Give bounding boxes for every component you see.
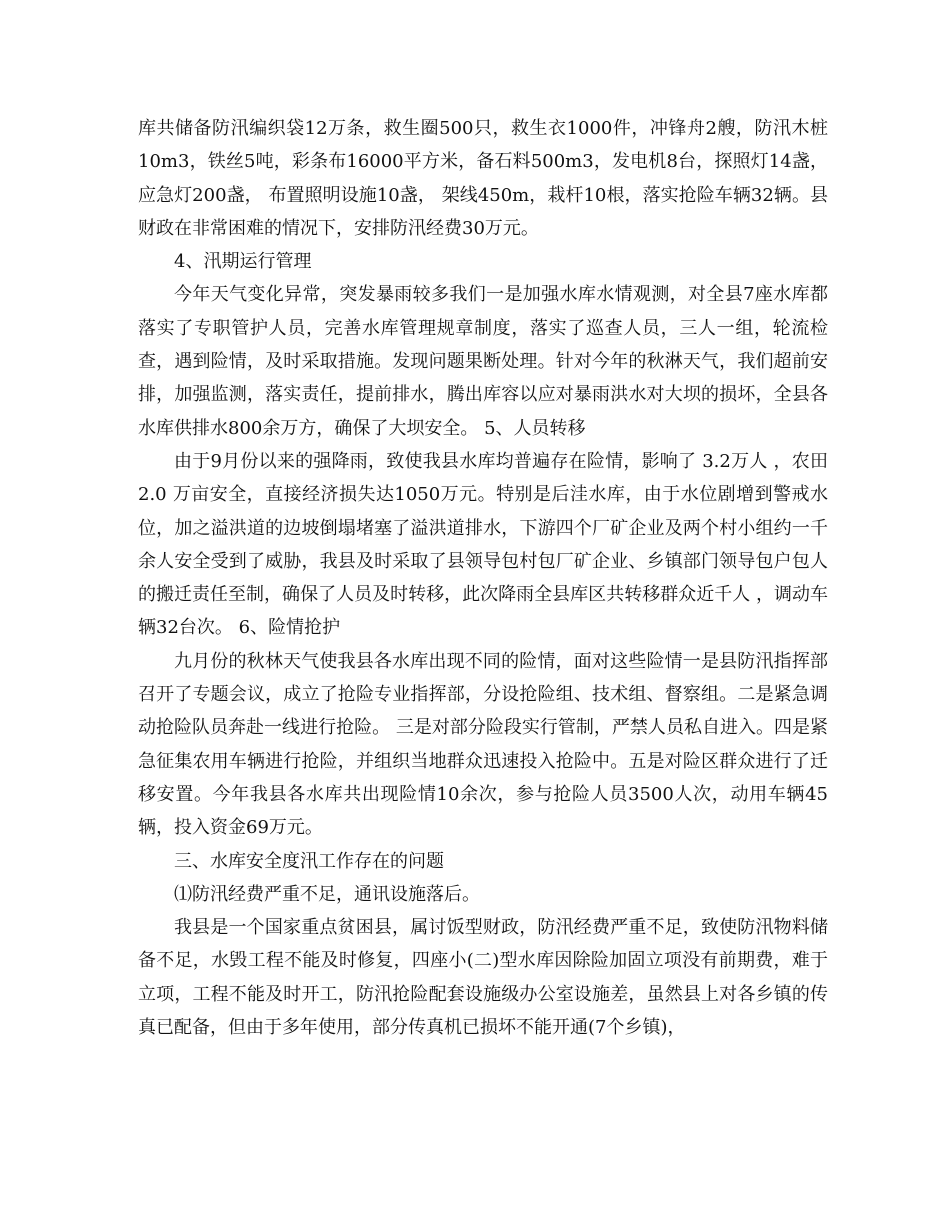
section-heading-flood-operation: 4、汛期运行管理 [174,251,312,273]
paragraph-emergency-rescue: 九月份的秋林天气使我县各水库出现不同的险情，面对这些险情一是县防汛指挥部召开了专题会议，成立了抢险专业指挥部，分设抢险组、技术组、督察组。二是紧急调动抢险队员奔赴一线进行抢险。 三是对部分险段实行管制，严禁人员私自进入。四是紧急征集农用车辆进行抢险，并组织当地群众迅速投入抢险中。五是对险区群众进行了迁移安置。今年我县各水库共出现险情10余次，参与抢险人员3500人次，动用车辆45辆，投入资金69万元。 [138,650,828,839]
paragraph-personnel-transfer: 由于9月份以来的强降雨，致使我县水库均普遍存在险情，影响了 3.2万人 ，农田2.0 万亩安全，直接经济损失达1050万元。特别是后洼水库，由于水位剧增到警戒水位，加之溢洪道的边坡倒塌堵塞了溢洪道排水，下游四个厂矿企业及两个村小组约一千余人安全受到了威胁，我县及时采取了县领导包村包厂矿企业、乡镇部门领导包户包人的搬迁责任至制，确保了人员及时转移，此次降雨全县库区共转移群众近千人 ，调动车辆32台次。 6、险情抢护 [138,450,828,639]
document-body [138,112,828,1044]
section-heading-problems: 三、水库安全度汛工作存在的问题 [174,850,444,872]
paragraph-reserves: 库共储备防汛编织袋12万条，救生圈500只，救生衣1000件，冲锋舟2艘，防汛木桩10m3，铁丝5吨，彩条布16000平方米，备石料500m3，发电机8台，探照灯14盏，应急灯200盏， 布置照明设施10盏， 架线450m，栽杆10根，落实抢险车辆32辆。县财政在非常困难的情况下，安排防汛经费30万元。 [138,118,828,239]
subheading-funding-shortage: ⑴防汛经费严重不足，通讯设施落后。 [174,883,480,905]
paragraph-operation-management: 今年天气变化异常，突发暴雨较多我们一是加强水库水情观测，对全县7座水库都落实了专职管护人员，完善水库管理规章制度，落实了巡查人员，三人一组，轮流检查，遇到险情，及时采取措施。发现问题果断处理。针对今年的秋淋天气，我们超前安排，加强监测，落实责任，提前排水，腾出库容以应对暴雨洪水对大坝的损坏，全县各水库供排水800余万方，确保了大坝安全。 5、人员转移 [138,284,828,439]
paragraph-funding-details: 我县是一个国家重点贫困县，属讨饭型财政，防汛经费严重不足，致使防汛物料储备不足，水毁工程不能及时修复，四座小(二)型水库因除险加固立项没有前期费，难于立项，工程不能及时开工，防汛抢险配套设施级办公室设施差，虽然县上对各乡镇的传真已配备，但由于多年使用，部分传真机已损坏不能开通(7个乡镇)， [138,917,828,1039]
